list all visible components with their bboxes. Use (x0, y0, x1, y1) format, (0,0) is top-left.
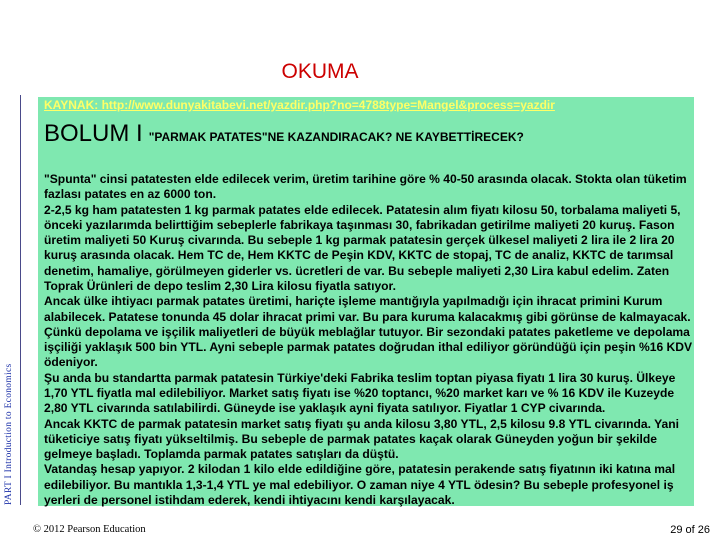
body-line: Vatandaş hesap yapıyor. 2 kilodan 1 kilo elde edildiğine göre, patatesin perakende satış fiyatının iki katına mal (44, 462, 676, 477)
copyright-footer: © 2012 Pearson Education (33, 524, 146, 535)
body-line: alabilecek. Patatese tonunda 45 dolar ihracat primi var. Bu para kuruma kalacakmış gibi görünse de kalmayacak. (44, 309, 691, 324)
section-heading-subtitle: "PARMAK PATATES"NE KAZANDIRACAK? NE KAYBETTİRECEK? (148, 130, 524, 144)
body-line: Ancak ülke ihtiyacı parmak patates üretimi, hariçte işleme mantığıyla yapılmadığı için ihracat primini Kurum (44, 294, 663, 309)
body-line: 2,80 YTL civarında satılabilirdi. Güneyde ise yaklaşık ayni fiyata satılıyor. Fiyatlar 1 CYP civarında. (44, 401, 606, 416)
source-link[interactable]: KAYNAK: http://www.dunyakitabevi.net/yazdir.php?no=4788type=Mangel&process=yazdir (44, 98, 555, 112)
side-part-label: PART I Introduction to Economics (4, 363, 14, 505)
body-line: fazlası patates en az 6000 ton. (44, 187, 217, 202)
body-line: Şu anda bu standartta parmak patatesin Türkiye'deki Fabrika teslim toptan piyasa fiyatı 1 lira 30 kuruş. Ülkeye (44, 370, 676, 385)
section-heading-main: BOLUM I (44, 120, 143, 147)
body-line: gelmeye başladı. Toplamda parmak patates satışları da düştü. (44, 447, 399, 462)
body-line: denetim, hamaliye, görülmeyen giderler vs. ücretleri de var. Bu sebeple maliyeti 2,30 Lira kabul edelim. Zaten (44, 263, 670, 278)
body-line: işçiliği yaklaşık 500 bin YTL. Ayni sebeple parmak patates doğrudan ithal ediliyor göründüğü için peşin %16 KDV (44, 340, 693, 355)
body-line: tüketiciye satış fiyatı yükseltilmiş. Bu sebeple de parmak patates kaçak olarak Güneyden yoğun bir şekilde (44, 431, 658, 446)
body-line: Toprak Ürünleri de depo teslim 2,30 Lira kilosu fiyatla satıyor. (44, 278, 396, 293)
article-body (44, 172, 692, 508)
body-line: üretim maliyeti 50 Kuruş civarında. Bu sebeple 1 kg parmak patatesin gerçek ülkesel maliyeti 2 lira ile 2 lira 20 (44, 233, 675, 248)
body-line: ödeniyor. (44, 355, 98, 370)
side-divider-line (20, 95, 21, 505)
body-line: kuruş arasında olacak. Hem TC de, Hem KKTC de Peşin KDV, KKTC de stopaj, TC de analiz, KKTC de tarımsal (44, 248, 674, 263)
body-line: önceki yazılarımda belirttiğim sebeplerle fabrikaya taşınması 30, fabrikadan getirilme maliyeti 20 kuruş. Fason (44, 217, 675, 232)
slide-title: OKUMA (281, 60, 359, 83)
body-line: Çünkü depolama ve işçilik maliyetleri de büyük meblağlar tutuyor. Bir sezondaki patates paketleme ve depolama (44, 324, 690, 339)
body-line: 1,70 YTL fiyatla mal edilebiliyor. Market satış fiyatı ise %20 toptancı, %20 market karı ve % 16 KDV ile Kuzeyde (44, 385, 675, 400)
section-heading (44, 120, 524, 148)
body-line: edilebiliyor. Bu mantıkla 1,3-1,4 YTL ye mal edebiliyor. O zaman niye 4 YTL ödesin? Bu sebeple profesyonel iş (44, 477, 674, 492)
body-line: 2-2,5 kg ham patatesten 1 kg parmak patates elde edilecek. Patatesin alım fiyatı kilosu 50, torbalama maliyeti 5, (44, 202, 681, 217)
body-line: "Spunta" cinsi patatesten elde edilecek verim, üretim tarihine göre % 40-50 arasında olacak. Stokta olan tüketim (44, 172, 687, 186)
body-line: yerleri de personel istihdam ederek, kendi ihtiyacını kendi karşılayacak. (44, 492, 455, 507)
page-number: 29 of 26 (670, 524, 710, 536)
body-line: Ancak KKTC de parmak patatesin market satış fiyatı şu anda kilosu 3,80 YTL, 2,5 kilosu 9.8 YTL civarında. Yani (44, 416, 679, 431)
